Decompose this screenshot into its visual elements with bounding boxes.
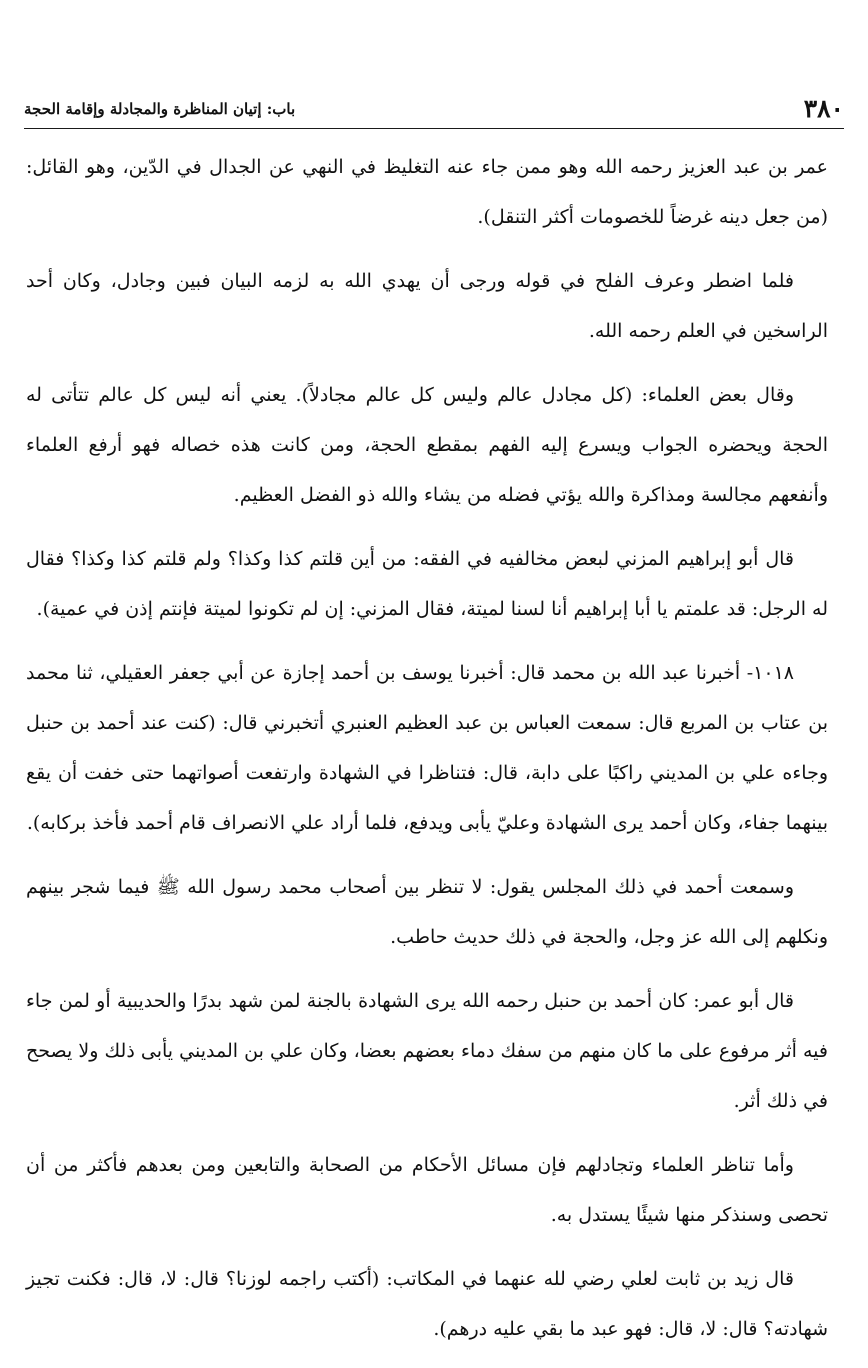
body-text	[26, 142, 828, 1368]
paragraph: قال زيد بن ثابت لعلي رضي لله عنهما في المكاتب: (أكتب راجمه لوزنا؟ قال: لا، قال: فكنت تجيز شهادته؟ قال: لا، قال: فهو عبد ما بقي عليه درهم).	[26, 1268, 828, 1340]
paragraph: وسمعت أحمد في ذلك المجلس يقول: لا تنظر بين أصحاب محمد رسول الله ﷺ فيما شجر بينهم ونكلهم إلى الله عز وجل، والحجة في ذلك حديث حاطب.	[26, 876, 828, 948]
paragraph: وأما تناظر العلماء وتجادلهم فإن مسائل الأحكام من الصحابة والتابعين ومن بعدهم فأكثر من أن تحصى وسنذكر منها شيئًا يستدل به.	[26, 1154, 828, 1226]
chapter-title: باب: إتيان المناظرة والمجادلة وإقامة الحجة	[24, 100, 296, 118]
paragraph: قال أبو إبراهيم المزني لبعض مخالفيه في الفقه: من أين قلتم كذا وكذا؟ ولم قلتم كذا وكذا؟ فقال له الرجل: قد علمتم يا أبا إبراهيم أنا لسنا لميتة، فقال المزني: إن لم تكونوا لميتة فإنتم إذن في عمية).	[26, 548, 828, 620]
page-number: ٣٨٠	[803, 94, 844, 123]
paragraph: فلما اضطر وعرف الفلح في قوله ورجى أن يهدي الله به لزمه البيان فبين وجادل، وكان أحد الراسخين في العلم رحمه الله.	[26, 270, 828, 342]
paragraph: قال أبو عمر: كان أحمد بن حنبل رحمه الله يرى الشهادة بالجنة لمن شهد بدرًا والحديبية أو لمن جاء فيه أثر مرفوع على ما كان منهم من سفك دماء بعضهم بعضا، وكان علي بن المديني يأبى ذلك ولا يصحح في ذلك أثر.	[26, 990, 828, 1112]
paragraph: وقال بعض العلماء: (كل مجادل عالم وليس كل عالم مجادلاً). يعني أنه ليس كل عالم تتأتى له الحجة ويحضره الجواب ويسرع إليه الفهم بمقطع الحجة، ومن كانت هذه خصاله فهو أرفع العلماء وأنفعهم مجالسة ومذاكرة والله يؤتي فضله من يشاء والله ذو الفضل العظيم.	[26, 384, 828, 506]
paragraph: عمر بن عبد العزيز رحمه الله وهو ممن جاء عنه التغليظ في النهي عن الجدال في الدّين، وهو القائل: (من جعل دينه غرضاً للخصومات أكثر التنقل).	[26, 156, 828, 228]
running-header	[24, 88, 844, 129]
paragraph: ١٠١٨- أخبرنا عبد الله بن محمد قال: أخبرنا يوسف بن أحمد إجازة عن أبي جعفر العقيلي، ثنا محمد بن عتاب بن المربع قال: سمعت العباس بن عبد العظيم العنبري أتخبرني قال: (كنت عند أحمد بن حنبل وجاءه علي بن المديني راكبًا على دابة، قال: فتناظرا في الشهادة وارتفعت أصواتهما حتى خفت أن يقع بينهما جفاء، وكان أحمد يرى الشهادة وعليّ يأبى ويدفع، فلما أراد علي الانصراف قام أحمد فأخذ بركابه).	[26, 662, 828, 834]
